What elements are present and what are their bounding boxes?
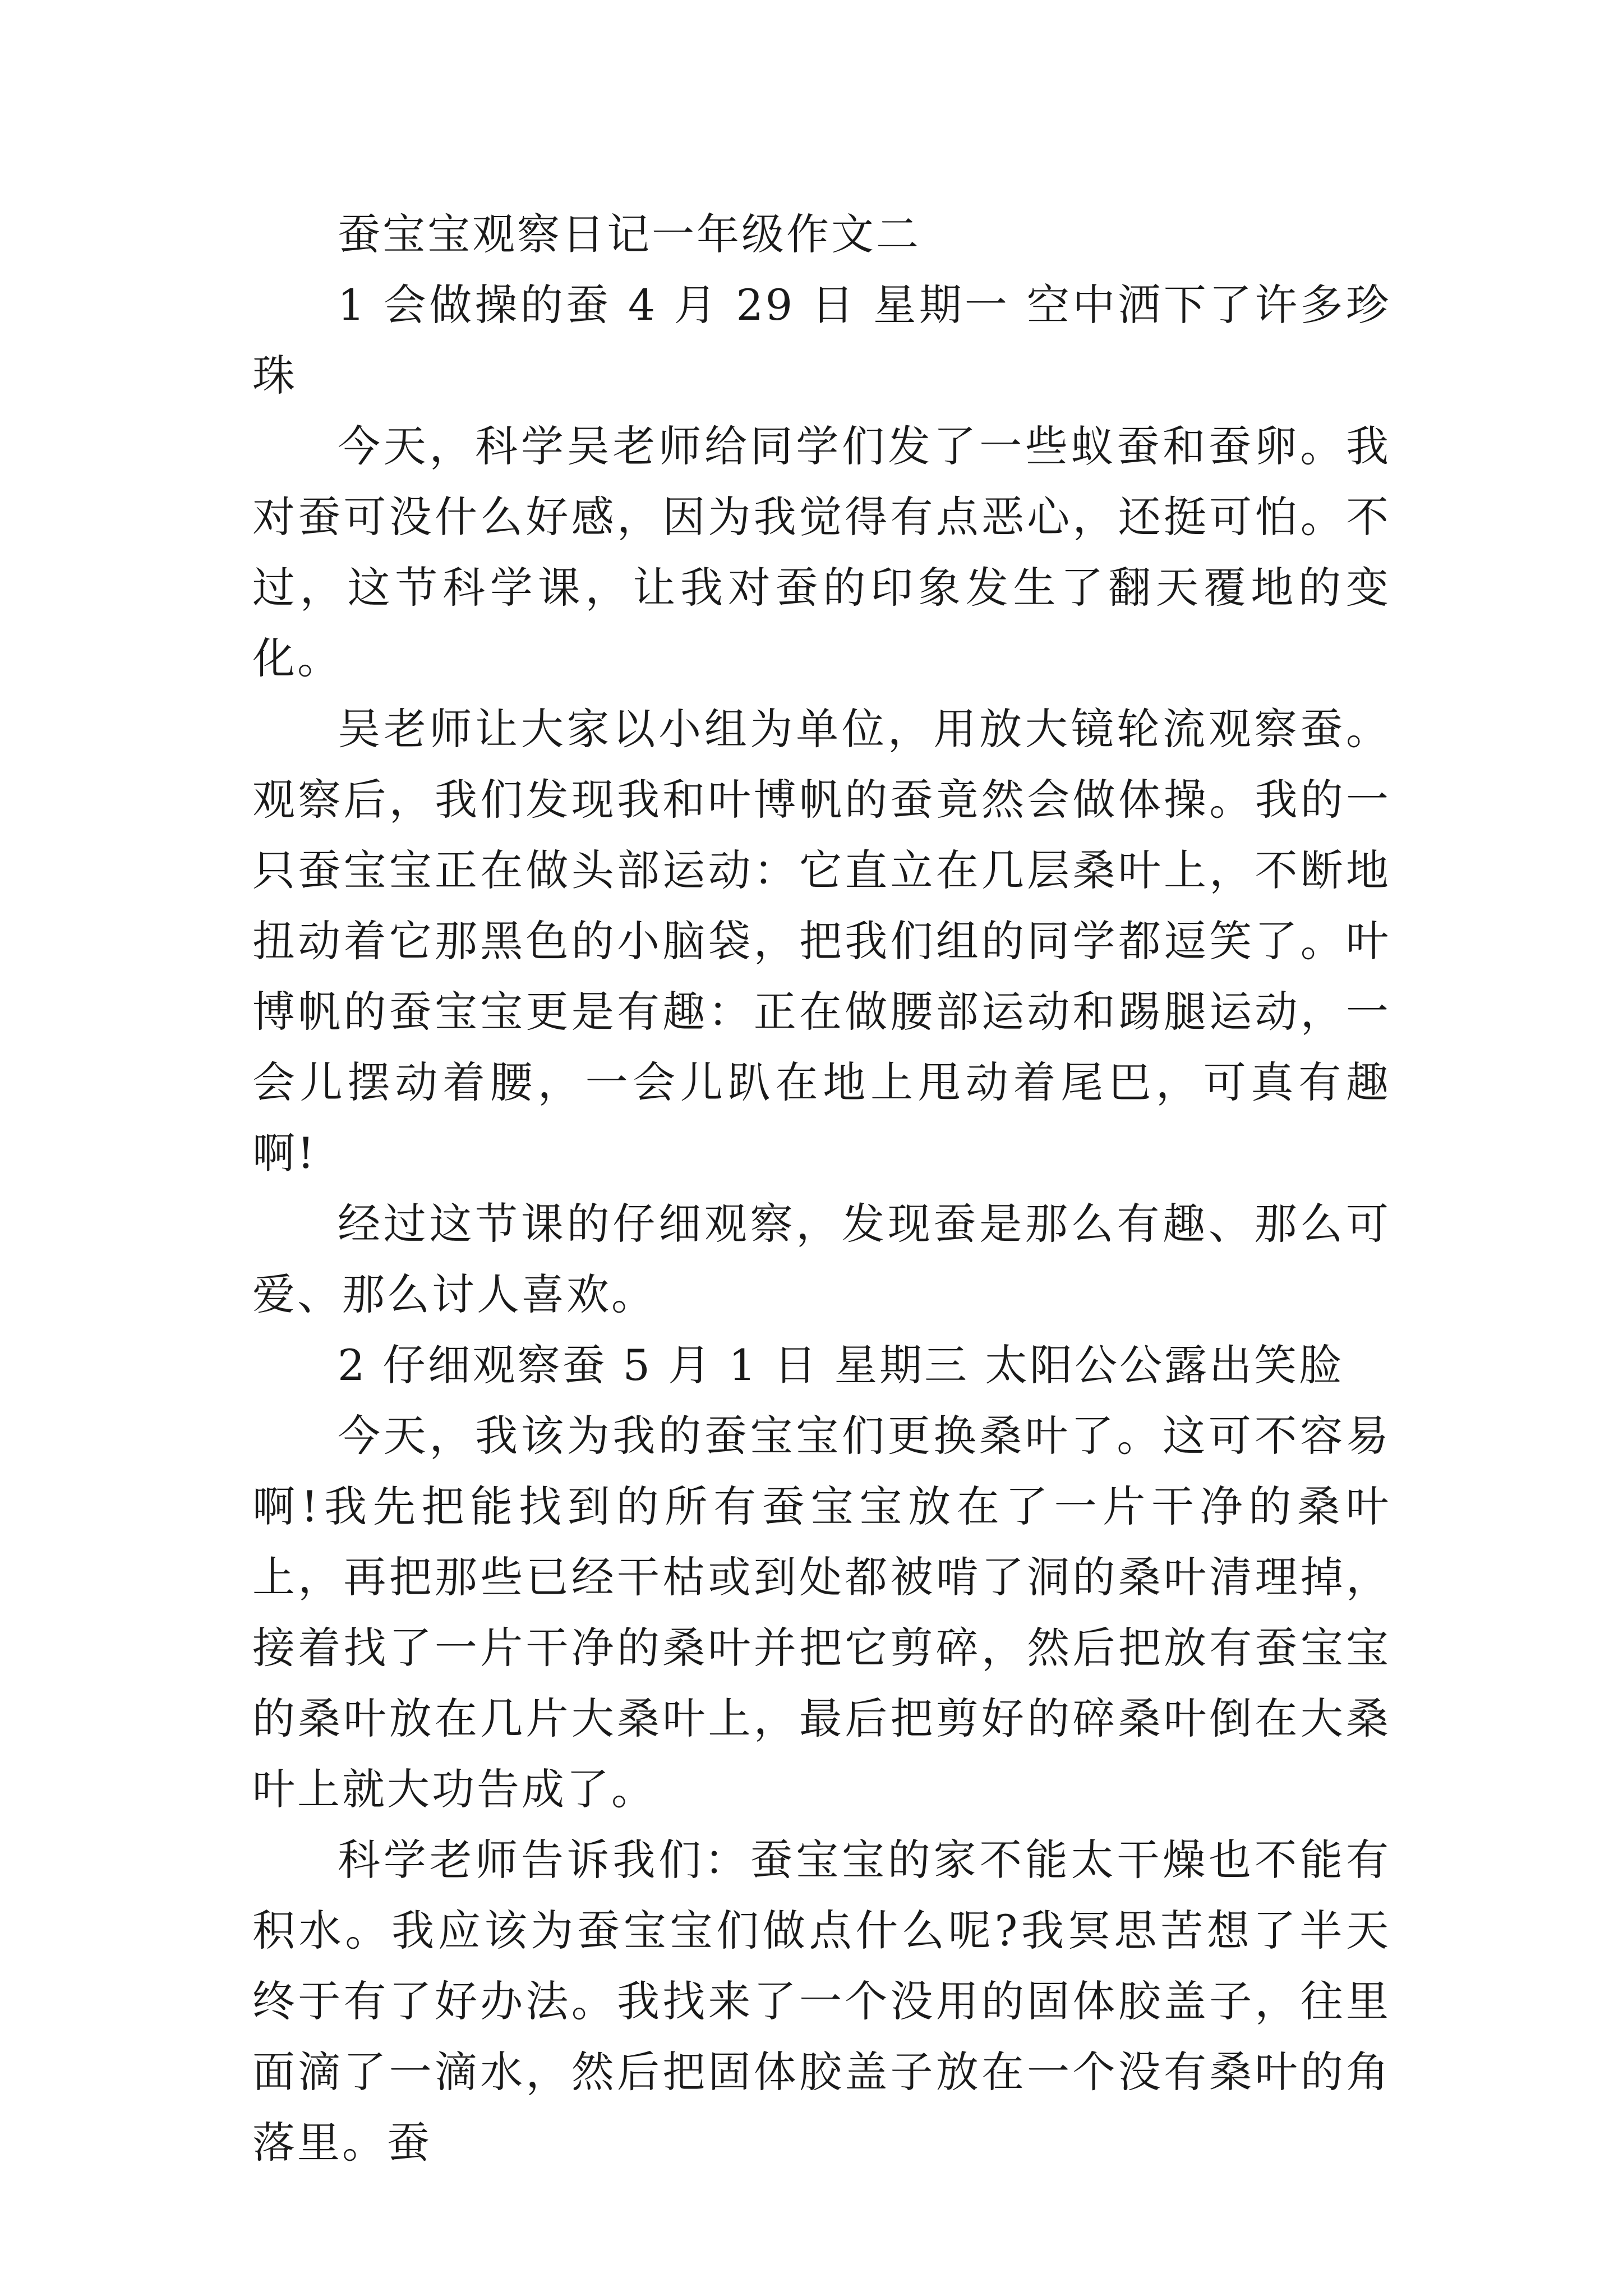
document-body (252, 199, 1391, 2178)
entry-1-paragraph-1: 今天，科学吴老师给同学们发了一些蚁蚕和蚕卵。我对蚕可没什么好感，因为我觉得有点恶心，还挺可怕。不过，这节科学课，让我对蚕的印象发生了翻天覆地的变化。 (252, 421, 1391, 683)
entry-2-paragraph-2: 科学老师告诉我们：蚕宝宝的家不能太干燥也不能有积水。我应该为蚕宝宝们做点什么呢?我冥思苦想了半天终于有了好办法。我找来了一个没用的固体胶盖子，往里面滴了一滴水，然后把固体胶盖子放在一个没有桑叶的角落里。蚕 (252, 1835, 1391, 2168)
entry-2-paragraph-1: 今天，我该为我的蚕宝宝们更换桑叶了。这可不容易啊!我先把能找到的所有蚕宝宝放在了一片干净的桑叶上，再把那些已经干枯或到处都被啃了洞的桑叶清理掉，接着找了一片干净的桑叶并把它剪碎，然后把放有蚕宝宝的桑叶放在几片大桑叶上，最后把剪好的碎桑叶倒在大桑叶上就大功告成了。 (252, 1411, 1391, 1814)
entry-2-heading: 2 仔细观察蚕 5 月 1 日 星期三 太阳公公露出笑脸 (338, 1340, 1344, 1390)
entry-1-paragraph-3: 经过这节课的仔细观察，发现蚕是那么有趣、那么可爱、那么讨人喜欢。 (252, 1199, 1391, 1319)
entry-1-heading: 1 会做操的蚕 4 月 29 日 星期一 空中洒下了许多珍珠 (252, 280, 1391, 401)
document-title: 蚕宝宝观察日记一年级作文二 (338, 209, 921, 259)
entry-1-paragraph-2: 吴老师让大家以小组为单位，用放大镜轮流观察蚕。观察后，我们发现我和叶博帆的蚕竟然会做体操。我的一只蚕宝宝正在做头部运动：它直立在几层桑叶上，不断地扭动着它那黑色的小脑袋，把我们组的同学都逗笑了。叶博帆的蚕宝宝更是有趣：正在做腰部运动和踢腿运动，一会儿摆动着腰，一会儿趴在地上甩动着尾巴，可真有趣啊! (252, 704, 1391, 1178)
